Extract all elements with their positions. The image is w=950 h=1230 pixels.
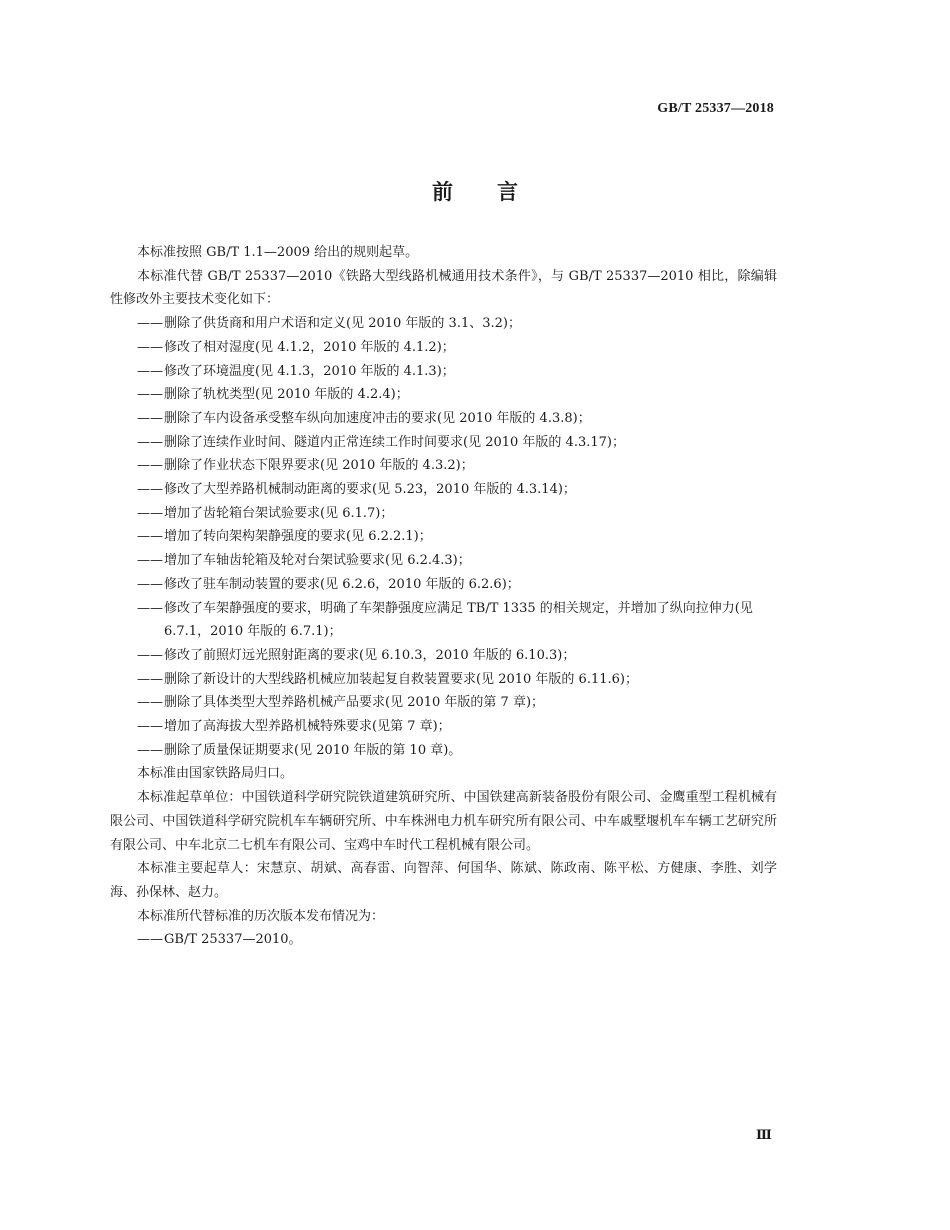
page-title: 前言 [432,180,562,204]
dash-marker: —— [137,600,163,616]
paragraph-administered-by: 本标准由国家铁路局归口。 [137,766,294,782]
changes-list [137,312,777,762]
list-item: ——删除了车内设备承受整车纵向加速度冲击的要求(见 2010 年版的 4.3.8)； [137,407,777,431]
dash-marker: —— [137,695,163,711]
dash-marker: —— [137,387,163,403]
list-item: ——修改了相对湿度(见 4.1.2，2010 年版的 4.1.2)； [137,336,777,360]
history-list [137,928,777,952]
list-item: ——修改了驻车制动装置的要求(见 6.2.6，2010 年版的 6.2.6)； [137,573,777,597]
dash-marker: —— [137,553,163,569]
list-item: ——修改了车架静强度的要求，明确了车架静强度应满足 TB/T 1335 的相关规定，并增加了纵向拉伸力(见 6.7.1，2010 年版的 6.7.1)； [137,597,777,644]
paragraph-drafting-units: 本标准起草单位：中国铁道科学研究院铁道建筑研究所、中国铁建高新装备股份有限公司、金鹰重型工程机械有限公司、中国铁道科学研究院机车车辆研究所、中车株洲电力机车研究所有限公司、中车戚墅堰机车车辆工艺研究所有限公司、中车北京二七机车有限公司、宝鸡中车时代工程机械有限公司。 [110,790,777,853]
paragraph-drafting-rule: 本标准按照 GB/T 1.1—2009 给出的规则起草。 [137,245,419,260]
dash-marker: —— [137,339,163,355]
list-item: ——删除了新设计的大型线路机械应加装起复自救装置要求(见 2010 年版的 6.11.6)； [137,668,777,692]
list-item: ——增加了齿轮箱台架试验要求(见 6.1.7)； [137,502,777,526]
dash-marker: —— [137,576,163,592]
dash-marker: —— [137,363,163,379]
dash-marker: —— [137,719,163,735]
list-item: ——删除了轨枕类型(见 2010 年版的 4.2.4)； [137,383,777,407]
list-item: ——增加了车轴齿轮箱及轮对台架试验要求(见 6.2.4.3)； [137,549,777,573]
list-item: ——删除了供货商和用户术语和定义(见 2010 年版的 3.1、3.2)； [137,312,777,336]
list-item: ——修改了大型养路机械制动距离的要求(见 5.23，2010 年版的 4.3.14)； [137,478,777,502]
list-item: ——修改了环境温度(见 4.1.3，2010 年版的 4.1.3)； [137,360,777,384]
dash-marker: —— [137,482,163,498]
dash-marker: —— [137,647,163,663]
dash-marker: —— [137,410,163,426]
paragraph-history-intro: 本标准所代替标准的历次版本发布情况为： [137,908,385,924]
dash-marker: —— [137,529,163,545]
list-item: ——增加了高海拔大型养路机械特殊要求(见第 7 章)； [137,715,777,739]
list-item: ——删除了具体类型大型养路机械产品要求(见 2010 年版的第 7 章)； [137,691,777,715]
foreword-body [110,241,777,952]
list-item: ——增加了转向架构架静强度的要求(见 6.2.2.1)； [137,525,777,549]
page-number: Ⅲ [756,1127,771,1142]
dash-marker: —— [137,932,163,948]
paragraph-drafters: 本标准主要起草人：宋慧京、胡斌、高春雷、向智萍、何国华、陈斌、陈政南、陈平松、方健康、李胜、刘学海、孙保林、赵力。 [110,861,777,900]
dash-marker: —— [137,742,163,758]
dash-marker: —— [137,316,163,332]
list-item: ——删除了连续作业时间、隧道内正常连续工作时间要求(见 2010 年版的 4.3.17)； [137,431,777,455]
list-item: ——删除了质量保证期要求(见 2010 年版的第 10 章)。 [137,739,777,763]
dash-marker: —— [137,671,163,687]
list-item: ——修改了前照灯远光照射距离的要求(见 6.10.3，2010 年版的 6.10.3)； [137,644,777,668]
dash-marker: —— [137,458,163,474]
dash-marker: —— [137,505,163,521]
paragraph-replaces: 本标准代替 GB/T 25337—2010《铁路大型线路机械通用技术条件》，与 GB/T 25337—2010 相比，除编辑性修改外主要技术变化如下： [110,268,777,308]
dash-marker: —— [137,434,163,450]
standard-number: GB/T 25337—2018 [657,101,774,116]
list-item: ——GB/T 25337—2010。 [137,928,777,952]
list-item: ——删除了作业状态下限界要求(见 2010 年版的 4.3.2)； [137,454,777,478]
